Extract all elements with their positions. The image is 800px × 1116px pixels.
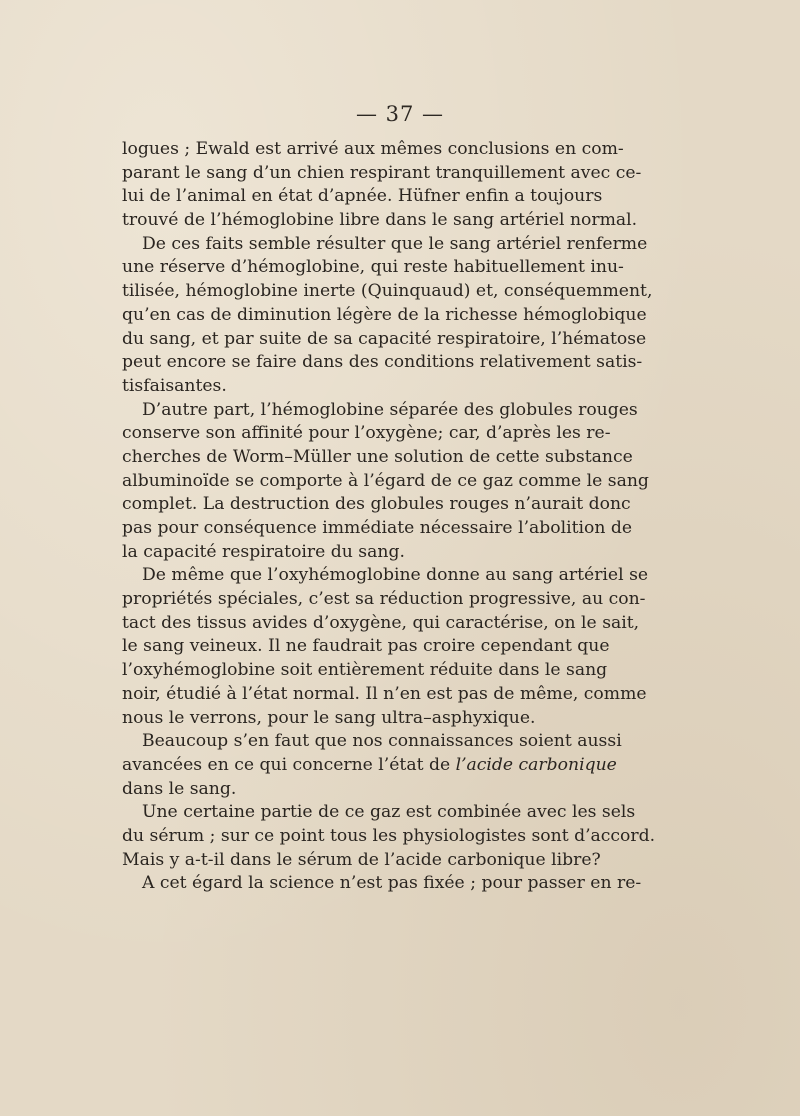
text-line <box>122 399 638 423</box>
text-line <box>122 233 648 257</box>
text-line <box>122 612 640 636</box>
text-line <box>122 730 622 754</box>
text-line-content: dans le sang. <box>122 778 237 799</box>
italic-term: l’acide carbonique <box>455 754 617 775</box>
text-line <box>122 683 647 707</box>
text-line-content: du sérum ; sur ce point tous les physiologistes sont d’accord. <box>122 825 656 846</box>
body-text <box>122 138 656 896</box>
text-line <box>122 304 647 328</box>
text-line-content: noir, étudié à l’état normal. Il n’en est pas de même, comme <box>122 683 647 704</box>
text-line <box>122 351 643 375</box>
text-line-content: albuminoïde se comporte à l’égard de ce gaz comme le sang <box>122 470 649 491</box>
text-line <box>122 801 636 825</box>
text-line <box>122 256 624 280</box>
text-line-content: nous le verrons, pour le sang ultra–asphyxique. <box>122 707 536 728</box>
text-line <box>122 517 633 541</box>
text-line-content: qu’en cas de diminution légère de la richesse hémoglobique <box>122 304 647 325</box>
text-line-content: tact des tissus avides d’oxygène, qui caractérise, on le sait, <box>122 612 640 633</box>
text-line-content: une réserve d’hémoglobine, qui reste habituellement inu- <box>122 257 624 278</box>
text-line <box>122 422 611 446</box>
text-line-content: Une certaine partie de ce gaz est combinée avec les sels <box>142 802 636 823</box>
text-line-content: A cet égard la science n’est pas fixée ; pour passer en re- <box>142 873 642 894</box>
text-line <box>122 754 617 778</box>
text-line-content: logues ; Ewald est arrivé aux mêmes conclusions en com- <box>122 139 624 159</box>
text-line <box>122 778 560 802</box>
text-line-content: complet. La destruction des globules rouges n’aurait donc <box>122 494 631 515</box>
text-line <box>122 185 603 209</box>
text-line-content: parant le sang d’un chien respirant tranquillement avec ce- <box>122 162 642 183</box>
text-line-content: Mais y a-t-il dans le sérum de l’acide carbonique libre? <box>122 849 601 870</box>
text-line-content: la capacité respiratoire du sang. <box>122 541 405 562</box>
text-line-content: Beaucoup s’en faut que nos connaissances soient aussi <box>142 731 622 752</box>
text-line-content: avancées en ce qui concerne l’état de <box>122 754 451 775</box>
text-line <box>122 872 642 896</box>
text-line <box>122 162 642 186</box>
text-line <box>122 446 633 470</box>
text-line <box>122 138 624 162</box>
text-line-content: tisfaisantes. <box>122 375 227 396</box>
text-line-content: du sang, et par suite de sa capacité respiratoire, l’hématose <box>122 328 647 349</box>
text-line-content: lui de l’animal en état d’apnée. Hüfner enfin a toujours <box>122 186 603 207</box>
text-line <box>122 707 560 731</box>
text-line <box>122 375 560 399</box>
text-line-content: conserve son affinité pour l’oxygène; car, d’après les re- <box>122 423 611 444</box>
text-line <box>122 849 601 873</box>
text-line-content: pas pour conséquence immédiate nécessaire l’abolition de <box>122 518 633 538</box>
text-line <box>122 635 610 659</box>
text-line-content: tilisée, hémoglobine inerte (Quinquaud) et, conséquemment, <box>122 281 653 302</box>
text-line <box>122 493 631 517</box>
text-line-content: D’autre part, l’hémoglobine séparée des globules rouges <box>142 399 638 420</box>
text-line <box>122 280 653 304</box>
text-line <box>122 209 638 233</box>
text-line-content: propriétés spéciales, c’est sa réduction progressive, au con- <box>122 589 646 610</box>
text-line-content: De ces faits semble résulter que le sang artériel renferme <box>142 233 648 254</box>
text-line <box>122 825 656 849</box>
text-line-content: cherches de Worm–Müller une solution de cette substance <box>122 446 633 467</box>
text-line-content: trouvé de l’hémoglobine libre dans le sang artériel normal. <box>122 210 638 231</box>
text-line-content: De même que l’oxyhémoglobine donne au sang artériel se <box>142 565 649 586</box>
text-line <box>122 328 647 352</box>
text-line-content: le sang veineux. Il ne faudrait pas croire cependant que <box>122 636 610 657</box>
page-number: — 37 — <box>355 102 445 126</box>
text-line <box>122 564 649 588</box>
text-line-content: l’oxyhémoglobine soit entièrement réduite dans le sang <box>122 660 608 681</box>
text-line <box>122 541 560 565</box>
text-line <box>122 659 608 683</box>
text-line-content: peut encore se faire dans des conditions relativement satis- <box>122 352 643 373</box>
text-line <box>122 588 646 612</box>
text-line <box>122 470 649 494</box>
